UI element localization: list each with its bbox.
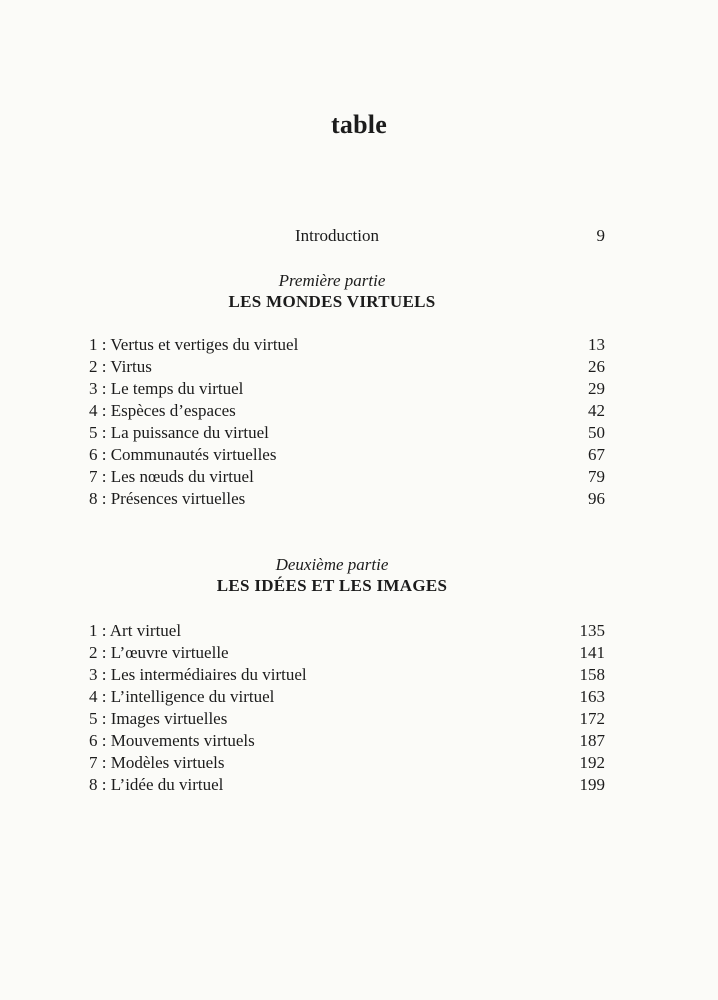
chapter-title: 7 : Modèles virtuels [89, 753, 225, 772]
chapter-page-number: 67 [588, 445, 605, 464]
chapter-page-number: 13 [588, 335, 605, 354]
chapter-page-number: 96 [588, 489, 605, 508]
part-one-title: LES MONDES VIRTUELS [228, 292, 436, 311]
toc-entry [89, 466, 605, 488]
chapter-title: 7 : Les nœuds du virtuel [89, 467, 254, 486]
toc-entry [89, 730, 605, 752]
chapter-page-number: 50 [588, 423, 605, 442]
chapter-title: 1 : Art virtuel [89, 621, 182, 640]
chapter-title: 3 : Les intermédiaires du virtuel [89, 665, 307, 684]
chapter-page-number: 199 [579, 775, 605, 794]
chapter-page-number: 29 [588, 379, 605, 398]
toc-entry [89, 400, 605, 422]
introduction-page-number: 9 [596, 226, 605, 245]
part-two-chapter-list [89, 620, 605, 796]
chapter-page-number: 192 [579, 753, 605, 772]
chapter-title: 4 : Espèces d’espaces [89, 401, 236, 420]
chapter-page-number: 141 [579, 643, 605, 662]
toc-entry [89, 356, 605, 378]
toc-entry [89, 422, 605, 444]
chapter-title: 2 : Virtus [89, 357, 152, 376]
chapter-title: 8 : Présences virtuelles [89, 489, 246, 508]
toc-entry [89, 752, 605, 774]
chapter-title: 8 : L’idée du virtuel [89, 775, 224, 794]
chapter-title: 1 : Vertus et vertiges du virtuel [89, 335, 299, 354]
chapter-title: 6 : Mouvements virtuels [89, 731, 255, 750]
toc-entry [89, 708, 605, 730]
part-one-chapter-list [89, 334, 605, 510]
toc-entry [89, 686, 605, 708]
page-title: table [331, 110, 387, 139]
toc-entry [89, 664, 605, 686]
chapter-page-number: 135 [579, 621, 605, 640]
chapter-title: 3 : Le temps du virtuel [89, 379, 244, 398]
part-one-kicker: Première partie [278, 271, 386, 290]
chapter-title: 5 : La puissance du virtuel [89, 423, 269, 442]
chapter-title: 4 : L’intelligence du virtuel [89, 687, 275, 706]
chapter-page-number: 163 [579, 687, 605, 706]
chapter-page-number: 79 [588, 467, 605, 486]
toc-entry [89, 642, 605, 664]
chapter-title: 5 : Images virtuelles [89, 709, 228, 728]
chapter-page-number: 187 [579, 731, 605, 750]
introduction-label: Introduction [294, 226, 380, 245]
toc-entry [89, 378, 605, 400]
toc-entry [89, 774, 605, 796]
toc-entry [89, 444, 605, 466]
toc-entry [89, 488, 605, 510]
chapter-page-number: 42 [588, 401, 605, 420]
chapter-title: 6 : Communautés virtuelles [89, 445, 277, 464]
chapter-title: 2 : L’œuvre virtuelle [89, 643, 229, 662]
part-two-kicker: Deuxième partie [275, 555, 389, 574]
toc-entry [89, 334, 605, 356]
chapter-page-number: 158 [579, 665, 605, 684]
part-two-title: LES IDÉES ET LES IMAGES [216, 576, 448, 595]
toc-entry [89, 620, 605, 642]
chapter-page-number: 26 [588, 357, 605, 376]
chapter-page-number: 172 [579, 709, 605, 728]
